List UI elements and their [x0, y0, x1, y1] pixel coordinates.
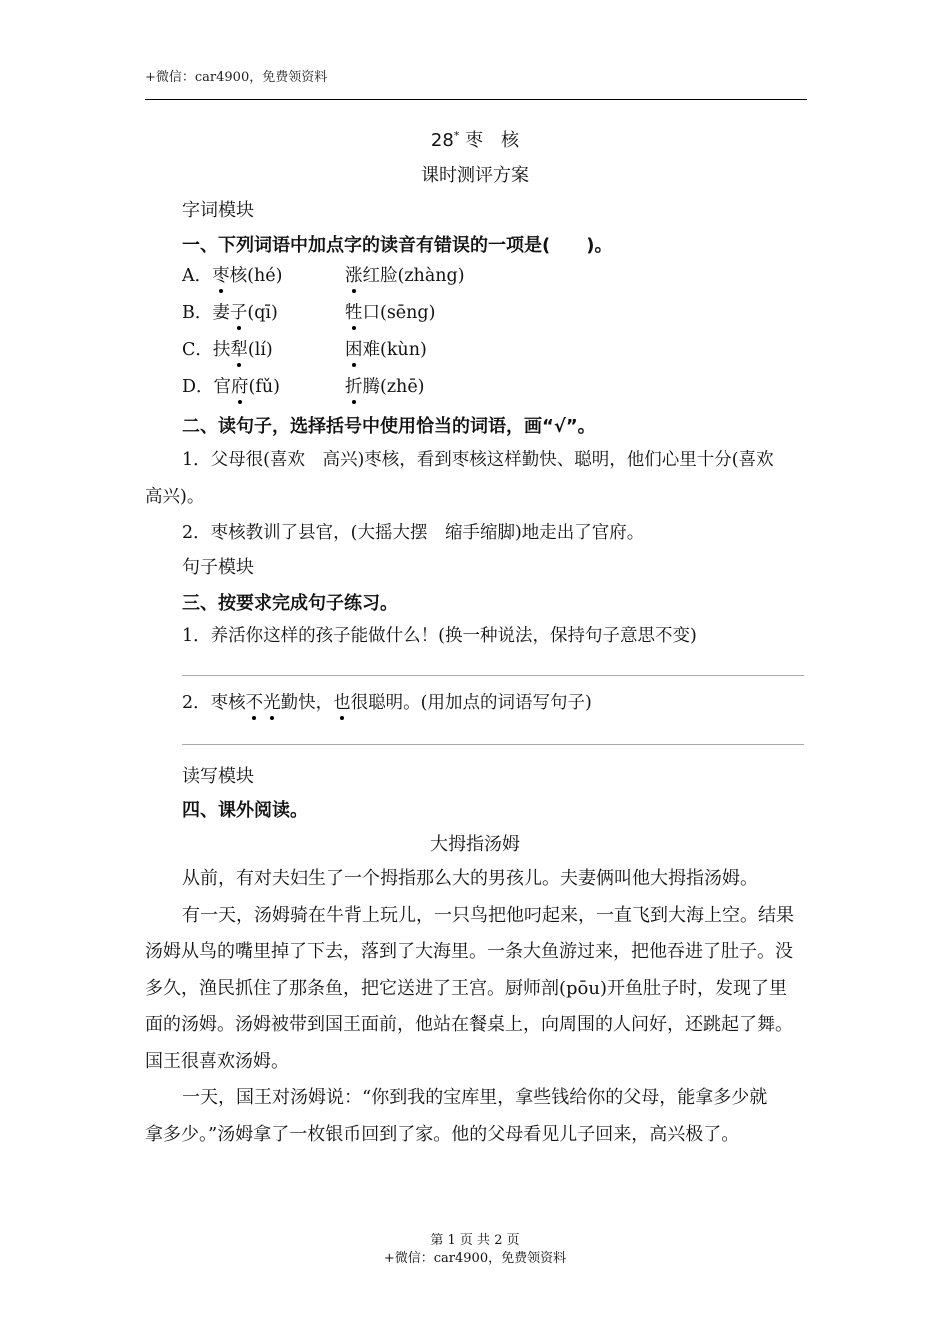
option-a-left: A．枣核(hé): [182, 262, 282, 287]
question-1-prompt: 一、下列词语中加点字的读音有错误的一项是( )。: [182, 235, 613, 256]
answer-line-1[interactable]: [182, 675, 804, 676]
question-2-item-1-cont: 高兴)。: [145, 487, 205, 507]
question-2-item-1: 1．父母很(喜欢 高兴)枣核，看到枣核这样勤快、聪明，他们心里十分(喜欢: [182, 450, 774, 470]
story-line: 多久，渔民抓住了那条鱼，把它送进了王宫。厨师剖(pōu)开鱼肚子时，发现了里: [145, 978, 787, 999]
option-c-left: C．扶犁(lí): [182, 336, 273, 361]
module-heading-reading: 读写模块: [182, 766, 254, 787]
lesson-number: 28: [430, 130, 454, 151]
option-d-right: 折腾(zhē): [345, 373, 425, 398]
module-heading-sentences: 句子模块: [182, 557, 254, 578]
lesson-name: 枣 核: [465, 130, 520, 151]
story-title: 大拇指汤姆: [430, 834, 520, 855]
question-3-item-1: 1．养活你这样的孩子能做什么！(换一种说法，保持句子意思不变): [182, 626, 697, 646]
page-subtitle: 课时测评方案: [421, 165, 529, 186]
lesson-star: *: [453, 129, 460, 142]
page-number: 第 1 页 共 2 页: [430, 1233, 520, 1248]
story-line: 国王很喜欢汤姆。: [145, 1051, 289, 1072]
answer-line-2[interactable]: [182, 744, 804, 745]
footer-note: +微信：car4900，免费领资料: [383, 1251, 567, 1266]
question-3-item-2: 2．枣核不光勤快，也很聪明。(用加点的词语写句子): [182, 689, 592, 714]
question-4-prompt: 四、课外阅读。: [182, 800, 308, 821]
option-d-left: D．官府(fǔ): [182, 373, 280, 398]
option-c-right: 困难(kùn): [345, 336, 427, 361]
story-line: 汤姆从鸟的嘴里掉了下去，落到了大海里。一条大鱼游过来，把他吞进了肚子。没: [145, 941, 793, 962]
header-note: +微信：car4900，免费领资料: [145, 70, 328, 85]
option-b-right: 牲口(sēng): [345, 299, 435, 324]
story-line: 有一天，汤姆骑在牛背上玩儿，一只鸟把他叼起来，一直飞到大海上空。结果: [182, 905, 794, 926]
story-line: 面的汤姆。汤姆被带到国王面前，他站在餐桌上，向周围的人问好，还跳起了舞。: [145, 1014, 793, 1035]
question-2-prompt: 二、读句子，选择括号中使用恰当的词语，画“√”。: [182, 416, 596, 437]
story-line: 拿多少。”汤姆拿了一枚银币回到了家。他的父母看见儿子回来，高兴极了。: [145, 1124, 740, 1145]
header-divider: [145, 99, 807, 100]
lesson-title: [0, 126, 950, 152]
option-b-left: B．妻子(qī): [182, 299, 278, 324]
option-a-right: 涨红脸(zhàng): [345, 262, 465, 287]
story-line: 从前，有对夫妇生了一个拇指那么大的男孩儿。夫妻俩叫他大拇指汤姆。: [182, 868, 758, 889]
module-heading-words: 字词模块: [182, 200, 254, 221]
story-line: 一天，国王对汤姆说：“你到我的宝库里，拿些钱给你的父母，能拿多少就: [182, 1087, 768, 1108]
question-2-item-2: 2．枣核教训了县官，(大摇大摆 缩手缩脚)地走出了官府。: [182, 523, 645, 543]
question-3-prompt: 三、按要求完成句子练习。: [182, 593, 398, 614]
